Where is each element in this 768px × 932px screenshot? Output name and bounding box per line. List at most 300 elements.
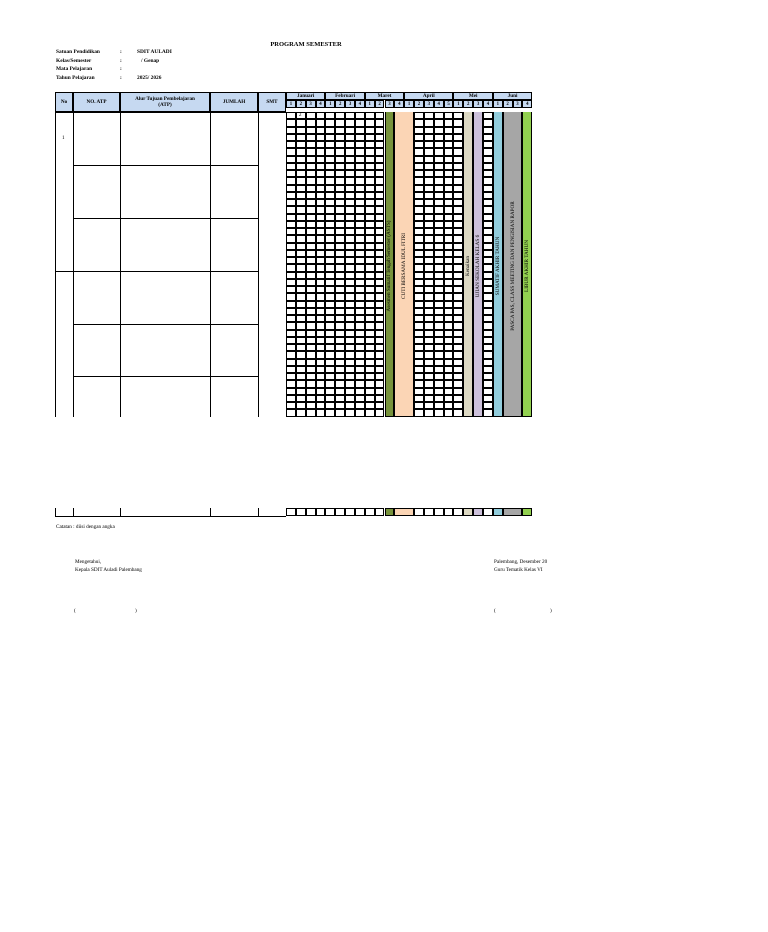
week-cell[interactable] bbox=[414, 293, 424, 300]
week-cell[interactable] bbox=[365, 351, 375, 358]
week-cell[interactable] bbox=[365, 330, 375, 337]
week-cell[interactable] bbox=[365, 221, 375, 228]
week-cell[interactable] bbox=[444, 170, 454, 177]
week-cell[interactable] bbox=[306, 380, 316, 387]
week-cell[interactable] bbox=[286, 337, 296, 344]
week-cell[interactable] bbox=[424, 272, 434, 279]
week-cell[interactable] bbox=[365, 308, 375, 315]
week-cell[interactable] bbox=[325, 359, 335, 366]
week-cell[interactable] bbox=[414, 359, 424, 366]
week-cell[interactable] bbox=[424, 235, 434, 242]
week-cell[interactable] bbox=[296, 279, 306, 286]
week-cell[interactable] bbox=[375, 359, 385, 366]
week-cell[interactable] bbox=[316, 315, 326, 322]
week-cell[interactable] bbox=[483, 199, 493, 206]
week-cell[interactable] bbox=[335, 351, 345, 358]
week-cell[interactable] bbox=[355, 279, 365, 286]
week-cell[interactable] bbox=[316, 257, 326, 264]
week-cell[interactable] bbox=[345, 127, 355, 134]
week-cell[interactable] bbox=[286, 293, 296, 300]
week-cell[interactable] bbox=[306, 243, 316, 250]
week-cell[interactable] bbox=[424, 199, 434, 206]
week-cell[interactable] bbox=[296, 272, 306, 279]
week-cell[interactable] bbox=[325, 351, 335, 358]
week-cell[interactable] bbox=[365, 388, 375, 395]
week-cell[interactable] bbox=[424, 373, 434, 380]
week-cell[interactable] bbox=[355, 127, 365, 134]
week-cell[interactable] bbox=[345, 134, 355, 141]
week-cell[interactable] bbox=[444, 243, 454, 250]
week-cell[interactable] bbox=[453, 308, 463, 315]
week-cell[interactable] bbox=[355, 235, 365, 242]
week-cell[interactable] bbox=[483, 409, 493, 416]
week-cell[interactable] bbox=[434, 185, 444, 192]
week-cell[interactable] bbox=[325, 301, 335, 308]
week-cell[interactable] bbox=[453, 279, 463, 286]
week-cell[interactable] bbox=[453, 380, 463, 387]
week-cell[interactable] bbox=[414, 344, 424, 351]
week-cell[interactable] bbox=[365, 272, 375, 279]
week-cell[interactable] bbox=[365, 250, 375, 257]
week-cell[interactable] bbox=[325, 243, 335, 250]
week-cell[interactable] bbox=[453, 127, 463, 134]
week-cell[interactable] bbox=[444, 119, 454, 126]
week-cell[interactable] bbox=[453, 388, 463, 395]
week-cell[interactable] bbox=[365, 337, 375, 344]
week-cell[interactable] bbox=[296, 373, 306, 380]
week-cell[interactable] bbox=[453, 134, 463, 141]
week-cell[interactable] bbox=[325, 508, 335, 516]
week-cell[interactable] bbox=[414, 170, 424, 177]
week-cell[interactable] bbox=[286, 235, 296, 242]
week-cell[interactable] bbox=[375, 308, 385, 315]
week-cell[interactable] bbox=[375, 508, 385, 516]
week-cell[interactable] bbox=[345, 177, 355, 184]
week-cell[interactable] bbox=[355, 409, 365, 416]
week-cell[interactable] bbox=[286, 359, 296, 366]
week-cell[interactable] bbox=[375, 199, 385, 206]
week-cell[interactable] bbox=[375, 286, 385, 293]
week-cell[interactable] bbox=[355, 286, 365, 293]
week-cell[interactable] bbox=[453, 170, 463, 177]
week-cell[interactable] bbox=[306, 112, 316, 119]
week-cell[interactable] bbox=[365, 148, 375, 155]
week-cell[interactable] bbox=[306, 322, 316, 329]
week-cell[interactable] bbox=[325, 119, 335, 126]
week-cell[interactable] bbox=[414, 250, 424, 257]
week-cell[interactable] bbox=[483, 163, 493, 170]
week-cell[interactable] bbox=[296, 148, 306, 155]
week-cell[interactable] bbox=[325, 228, 335, 235]
week-cell[interactable] bbox=[365, 395, 375, 402]
week-cell[interactable] bbox=[444, 508, 454, 516]
week-cell[interactable] bbox=[424, 351, 434, 358]
week-cell[interactable] bbox=[444, 395, 454, 402]
week-cell[interactable] bbox=[365, 134, 375, 141]
week-cell[interactable] bbox=[414, 272, 424, 279]
week-cell[interactable] bbox=[365, 206, 375, 213]
week-cell[interactable] bbox=[296, 141, 306, 148]
week-cell[interactable] bbox=[424, 206, 434, 213]
week-cell[interactable] bbox=[335, 337, 345, 344]
week-cell[interactable] bbox=[286, 134, 296, 141]
week-cell[interactable] bbox=[453, 272, 463, 279]
week-cell[interactable] bbox=[424, 156, 434, 163]
week-cell[interactable] bbox=[424, 112, 434, 119]
week-cell[interactable] bbox=[414, 134, 424, 141]
week-cell[interactable] bbox=[444, 337, 454, 344]
week-cell[interactable] bbox=[444, 199, 454, 206]
week-cell[interactable] bbox=[345, 373, 355, 380]
week-cell[interactable] bbox=[345, 214, 355, 221]
week-cell[interactable] bbox=[483, 156, 493, 163]
week-cell[interactable] bbox=[296, 243, 306, 250]
week-cell[interactable] bbox=[306, 250, 316, 257]
week-cell[interactable] bbox=[424, 119, 434, 126]
week-cell[interactable] bbox=[355, 366, 365, 373]
week-cell[interactable] bbox=[316, 156, 326, 163]
week-cell[interactable] bbox=[444, 380, 454, 387]
week-cell[interactable] bbox=[345, 185, 355, 192]
week-cell[interactable] bbox=[296, 177, 306, 184]
week-cell[interactable] bbox=[286, 185, 296, 192]
week-cell[interactable] bbox=[316, 228, 326, 235]
week-cell[interactable] bbox=[483, 322, 493, 329]
week-cell[interactable] bbox=[414, 192, 424, 199]
week-cell[interactable] bbox=[375, 264, 385, 271]
week-cell[interactable] bbox=[335, 315, 345, 322]
week-cell[interactable] bbox=[296, 337, 306, 344]
week-cell[interactable] bbox=[316, 351, 326, 358]
week-cell[interactable] bbox=[355, 388, 365, 395]
week-cell[interactable] bbox=[306, 177, 316, 184]
week-cell[interactable] bbox=[414, 337, 424, 344]
week-cell[interactable] bbox=[345, 359, 355, 366]
week-cell[interactable] bbox=[355, 351, 365, 358]
week-cell[interactable] bbox=[286, 308, 296, 315]
week-cell[interactable] bbox=[434, 330, 444, 337]
week-cell[interactable] bbox=[306, 395, 316, 402]
week-cell[interactable] bbox=[296, 156, 306, 163]
week-cell[interactable] bbox=[434, 250, 444, 257]
week-cell[interactable] bbox=[483, 112, 493, 119]
week-cell[interactable] bbox=[453, 250, 463, 257]
week-cell[interactable] bbox=[355, 359, 365, 366]
week-cell[interactable] bbox=[355, 301, 365, 308]
week-cell[interactable] bbox=[365, 192, 375, 199]
week-cell[interactable] bbox=[444, 141, 454, 148]
week-cell[interactable] bbox=[355, 308, 365, 315]
week-cell[interactable] bbox=[316, 293, 326, 300]
week-cell[interactable] bbox=[483, 177, 493, 184]
week-cell[interactable] bbox=[424, 337, 434, 344]
week-cell[interactable] bbox=[365, 235, 375, 242]
week-cell[interactable] bbox=[345, 337, 355, 344]
week-cell[interactable] bbox=[444, 330, 454, 337]
week-cell[interactable] bbox=[453, 264, 463, 271]
week-cell[interactable] bbox=[325, 141, 335, 148]
week-cell[interactable] bbox=[325, 315, 335, 322]
week-cell[interactable] bbox=[355, 156, 365, 163]
week-cell[interactable] bbox=[434, 380, 444, 387]
week-cell[interactable] bbox=[306, 163, 316, 170]
week-cell[interactable] bbox=[325, 185, 335, 192]
week-cell[interactable] bbox=[483, 228, 493, 235]
week-cell[interactable] bbox=[345, 163, 355, 170]
week-cell[interactable] bbox=[434, 301, 444, 308]
week-cell[interactable] bbox=[306, 185, 316, 192]
week-cell[interactable] bbox=[483, 330, 493, 337]
week-cell[interactable] bbox=[335, 264, 345, 271]
week-cell[interactable] bbox=[325, 112, 335, 119]
week-cell[interactable] bbox=[345, 192, 355, 199]
week-cell[interactable] bbox=[453, 177, 463, 184]
week-cell[interactable] bbox=[325, 199, 335, 206]
week-cell[interactable] bbox=[375, 127, 385, 134]
week-cell[interactable] bbox=[453, 192, 463, 199]
week-cell[interactable] bbox=[316, 366, 326, 373]
week-cell[interactable] bbox=[414, 177, 424, 184]
week-cell[interactable] bbox=[306, 119, 316, 126]
week-cell[interactable] bbox=[335, 134, 345, 141]
week-cell[interactable] bbox=[453, 293, 463, 300]
week-cell[interactable] bbox=[286, 156, 296, 163]
week-cell[interactable] bbox=[444, 257, 454, 264]
week-cell[interactable] bbox=[444, 192, 454, 199]
week-cell[interactable] bbox=[414, 148, 424, 155]
week-cell[interactable] bbox=[296, 388, 306, 395]
week-cell[interactable] bbox=[365, 257, 375, 264]
week-cell[interactable] bbox=[325, 192, 335, 199]
week-cell[interactable] bbox=[414, 228, 424, 235]
week-cell[interactable] bbox=[355, 402, 365, 409]
week-cell[interactable] bbox=[434, 286, 444, 293]
week-cell[interactable] bbox=[306, 330, 316, 337]
week-cell[interactable] bbox=[424, 141, 434, 148]
week-cell[interactable] bbox=[453, 199, 463, 206]
week-cell[interactable] bbox=[306, 286, 316, 293]
week-cell[interactable] bbox=[286, 264, 296, 271]
week-cell[interactable] bbox=[414, 322, 424, 329]
week-cell[interactable] bbox=[286, 508, 296, 516]
week-cell[interactable] bbox=[414, 199, 424, 206]
week-cell[interactable] bbox=[345, 351, 355, 358]
week-cell[interactable] bbox=[296, 170, 306, 177]
week-cell[interactable] bbox=[286, 322, 296, 329]
week-cell[interactable] bbox=[434, 148, 444, 155]
week-cell[interactable] bbox=[375, 192, 385, 199]
week-cell[interactable] bbox=[316, 185, 326, 192]
week-cell[interactable] bbox=[424, 279, 434, 286]
week-cell[interactable] bbox=[453, 315, 463, 322]
week-cell[interactable] bbox=[453, 243, 463, 250]
week-cell[interactable] bbox=[375, 177, 385, 184]
week-cell[interactable] bbox=[444, 228, 454, 235]
week-cell[interactable] bbox=[424, 127, 434, 134]
week-cell[interactable] bbox=[375, 250, 385, 257]
week-cell[interactable] bbox=[424, 380, 434, 387]
week-cell[interactable] bbox=[414, 156, 424, 163]
week-cell[interactable] bbox=[306, 301, 316, 308]
week-cell[interactable] bbox=[424, 148, 434, 155]
week-cell[interactable] bbox=[424, 395, 434, 402]
week-cell[interactable] bbox=[434, 156, 444, 163]
week-cell[interactable] bbox=[365, 293, 375, 300]
week-cell[interactable] bbox=[453, 337, 463, 344]
week-cell[interactable] bbox=[306, 337, 316, 344]
week-cell[interactable] bbox=[286, 315, 296, 322]
week-cell[interactable] bbox=[365, 322, 375, 329]
week-cell[interactable] bbox=[325, 163, 335, 170]
week-cell[interactable] bbox=[316, 127, 326, 134]
week-cell[interactable] bbox=[345, 156, 355, 163]
week-cell[interactable] bbox=[444, 322, 454, 329]
week-cell[interactable] bbox=[375, 228, 385, 235]
week-cell[interactable] bbox=[316, 301, 326, 308]
week-cell[interactable] bbox=[296, 366, 306, 373]
week-cell[interactable] bbox=[414, 409, 424, 416]
week-cell[interactable] bbox=[316, 163, 326, 170]
week-cell[interactable] bbox=[286, 272, 296, 279]
week-cell[interactable] bbox=[345, 272, 355, 279]
week-cell[interactable] bbox=[286, 351, 296, 358]
week-cell[interactable] bbox=[316, 206, 326, 213]
week-cell[interactable] bbox=[316, 359, 326, 366]
week-cell[interactable] bbox=[355, 206, 365, 213]
week-cell[interactable] bbox=[296, 206, 306, 213]
week-cell[interactable] bbox=[286, 206, 296, 213]
week-cell[interactable] bbox=[296, 301, 306, 308]
week-cell[interactable] bbox=[316, 148, 326, 155]
week-cell[interactable] bbox=[453, 330, 463, 337]
week-cell[interactable] bbox=[424, 177, 434, 184]
week-cell[interactable] bbox=[286, 344, 296, 351]
week-cell[interactable] bbox=[316, 373, 326, 380]
week-cell[interactable] bbox=[365, 119, 375, 126]
week-cell[interactable] bbox=[325, 286, 335, 293]
week-cell[interactable] bbox=[444, 112, 454, 119]
week-cell[interactable] bbox=[296, 127, 306, 134]
week-cell[interactable] bbox=[306, 351, 316, 358]
week-cell[interactable] bbox=[286, 388, 296, 395]
week-cell[interactable] bbox=[453, 163, 463, 170]
week-cell[interactable] bbox=[434, 322, 444, 329]
week-cell[interactable] bbox=[335, 156, 345, 163]
week-cell[interactable] bbox=[325, 409, 335, 416]
week-cell[interactable] bbox=[296, 286, 306, 293]
week-cell[interactable] bbox=[286, 127, 296, 134]
week-cell[interactable] bbox=[355, 257, 365, 264]
week-cell[interactable] bbox=[316, 112, 326, 119]
week-cell[interactable] bbox=[335, 250, 345, 257]
week-cell[interactable] bbox=[483, 221, 493, 228]
week-cell[interactable] bbox=[296, 344, 306, 351]
week-cell[interactable] bbox=[375, 221, 385, 228]
week-cell[interactable] bbox=[306, 315, 316, 322]
week-cell[interactable] bbox=[286, 402, 296, 409]
week-cell[interactable] bbox=[316, 272, 326, 279]
week-cell[interactable] bbox=[286, 395, 296, 402]
week-cell[interactable] bbox=[355, 185, 365, 192]
week-cell[interactable] bbox=[424, 508, 434, 516]
week-cell[interactable] bbox=[453, 301, 463, 308]
week-cell[interactable] bbox=[414, 351, 424, 358]
week-cell[interactable] bbox=[483, 344, 493, 351]
week-cell[interactable] bbox=[296, 395, 306, 402]
week-cell[interactable] bbox=[453, 156, 463, 163]
week-cell[interactable] bbox=[345, 508, 355, 516]
week-cell[interactable] bbox=[325, 293, 335, 300]
week-cell[interactable] bbox=[414, 508, 424, 516]
week-cell[interactable] bbox=[345, 221, 355, 228]
week-cell[interactable] bbox=[424, 170, 434, 177]
week-cell[interactable] bbox=[325, 373, 335, 380]
week-cell[interactable] bbox=[414, 257, 424, 264]
week-cell[interactable] bbox=[444, 359, 454, 366]
week-cell[interactable] bbox=[365, 163, 375, 170]
week-cell[interactable] bbox=[316, 508, 326, 516]
week-cell[interactable] bbox=[453, 214, 463, 221]
week-cell[interactable] bbox=[306, 221, 316, 228]
week-cell[interactable] bbox=[444, 163, 454, 170]
week-cell[interactable] bbox=[483, 257, 493, 264]
week-cell[interactable] bbox=[453, 206, 463, 213]
week-cell[interactable] bbox=[434, 508, 444, 516]
week-cell[interactable] bbox=[335, 163, 345, 170]
week-cell[interactable] bbox=[286, 177, 296, 184]
week-cell[interactable] bbox=[325, 156, 335, 163]
week-cell[interactable] bbox=[355, 395, 365, 402]
week-cell[interactable] bbox=[316, 337, 326, 344]
week-cell[interactable] bbox=[355, 214, 365, 221]
week-cell[interactable] bbox=[335, 373, 345, 380]
week-cell[interactable] bbox=[414, 112, 424, 119]
week-cell[interactable] bbox=[365, 380, 375, 387]
week-cell[interactable] bbox=[414, 127, 424, 134]
week-cell[interactable] bbox=[316, 235, 326, 242]
week-cell[interactable] bbox=[345, 257, 355, 264]
week-cell[interactable] bbox=[483, 279, 493, 286]
week-cell[interactable] bbox=[355, 243, 365, 250]
week-cell[interactable] bbox=[453, 257, 463, 264]
week-cell[interactable] bbox=[444, 235, 454, 242]
week-cell[interactable] bbox=[335, 359, 345, 366]
week-cell[interactable] bbox=[453, 119, 463, 126]
week-cell[interactable] bbox=[286, 119, 296, 126]
week-cell[interactable] bbox=[306, 228, 316, 235]
week-cell[interactable] bbox=[325, 206, 335, 213]
week-cell[interactable] bbox=[316, 330, 326, 337]
week-cell[interactable] bbox=[296, 322, 306, 329]
week-cell[interactable] bbox=[286, 409, 296, 416]
week-cell[interactable] bbox=[345, 344, 355, 351]
week-cell[interactable] bbox=[345, 322, 355, 329]
week-cell[interactable] bbox=[355, 119, 365, 126]
week-cell[interactable] bbox=[325, 257, 335, 264]
week-cell[interactable] bbox=[365, 344, 375, 351]
week-cell[interactable] bbox=[286, 148, 296, 155]
week-cell[interactable] bbox=[345, 315, 355, 322]
week-cell[interactable] bbox=[444, 127, 454, 134]
week-cell[interactable] bbox=[365, 112, 375, 119]
week-cell[interactable] bbox=[483, 243, 493, 250]
week-cell[interactable] bbox=[306, 156, 316, 163]
week-cell[interactable] bbox=[375, 366, 385, 373]
week-cell[interactable] bbox=[335, 257, 345, 264]
week-cell[interactable] bbox=[316, 170, 326, 177]
week-cell[interactable] bbox=[335, 402, 345, 409]
week-cell[interactable] bbox=[424, 257, 434, 264]
